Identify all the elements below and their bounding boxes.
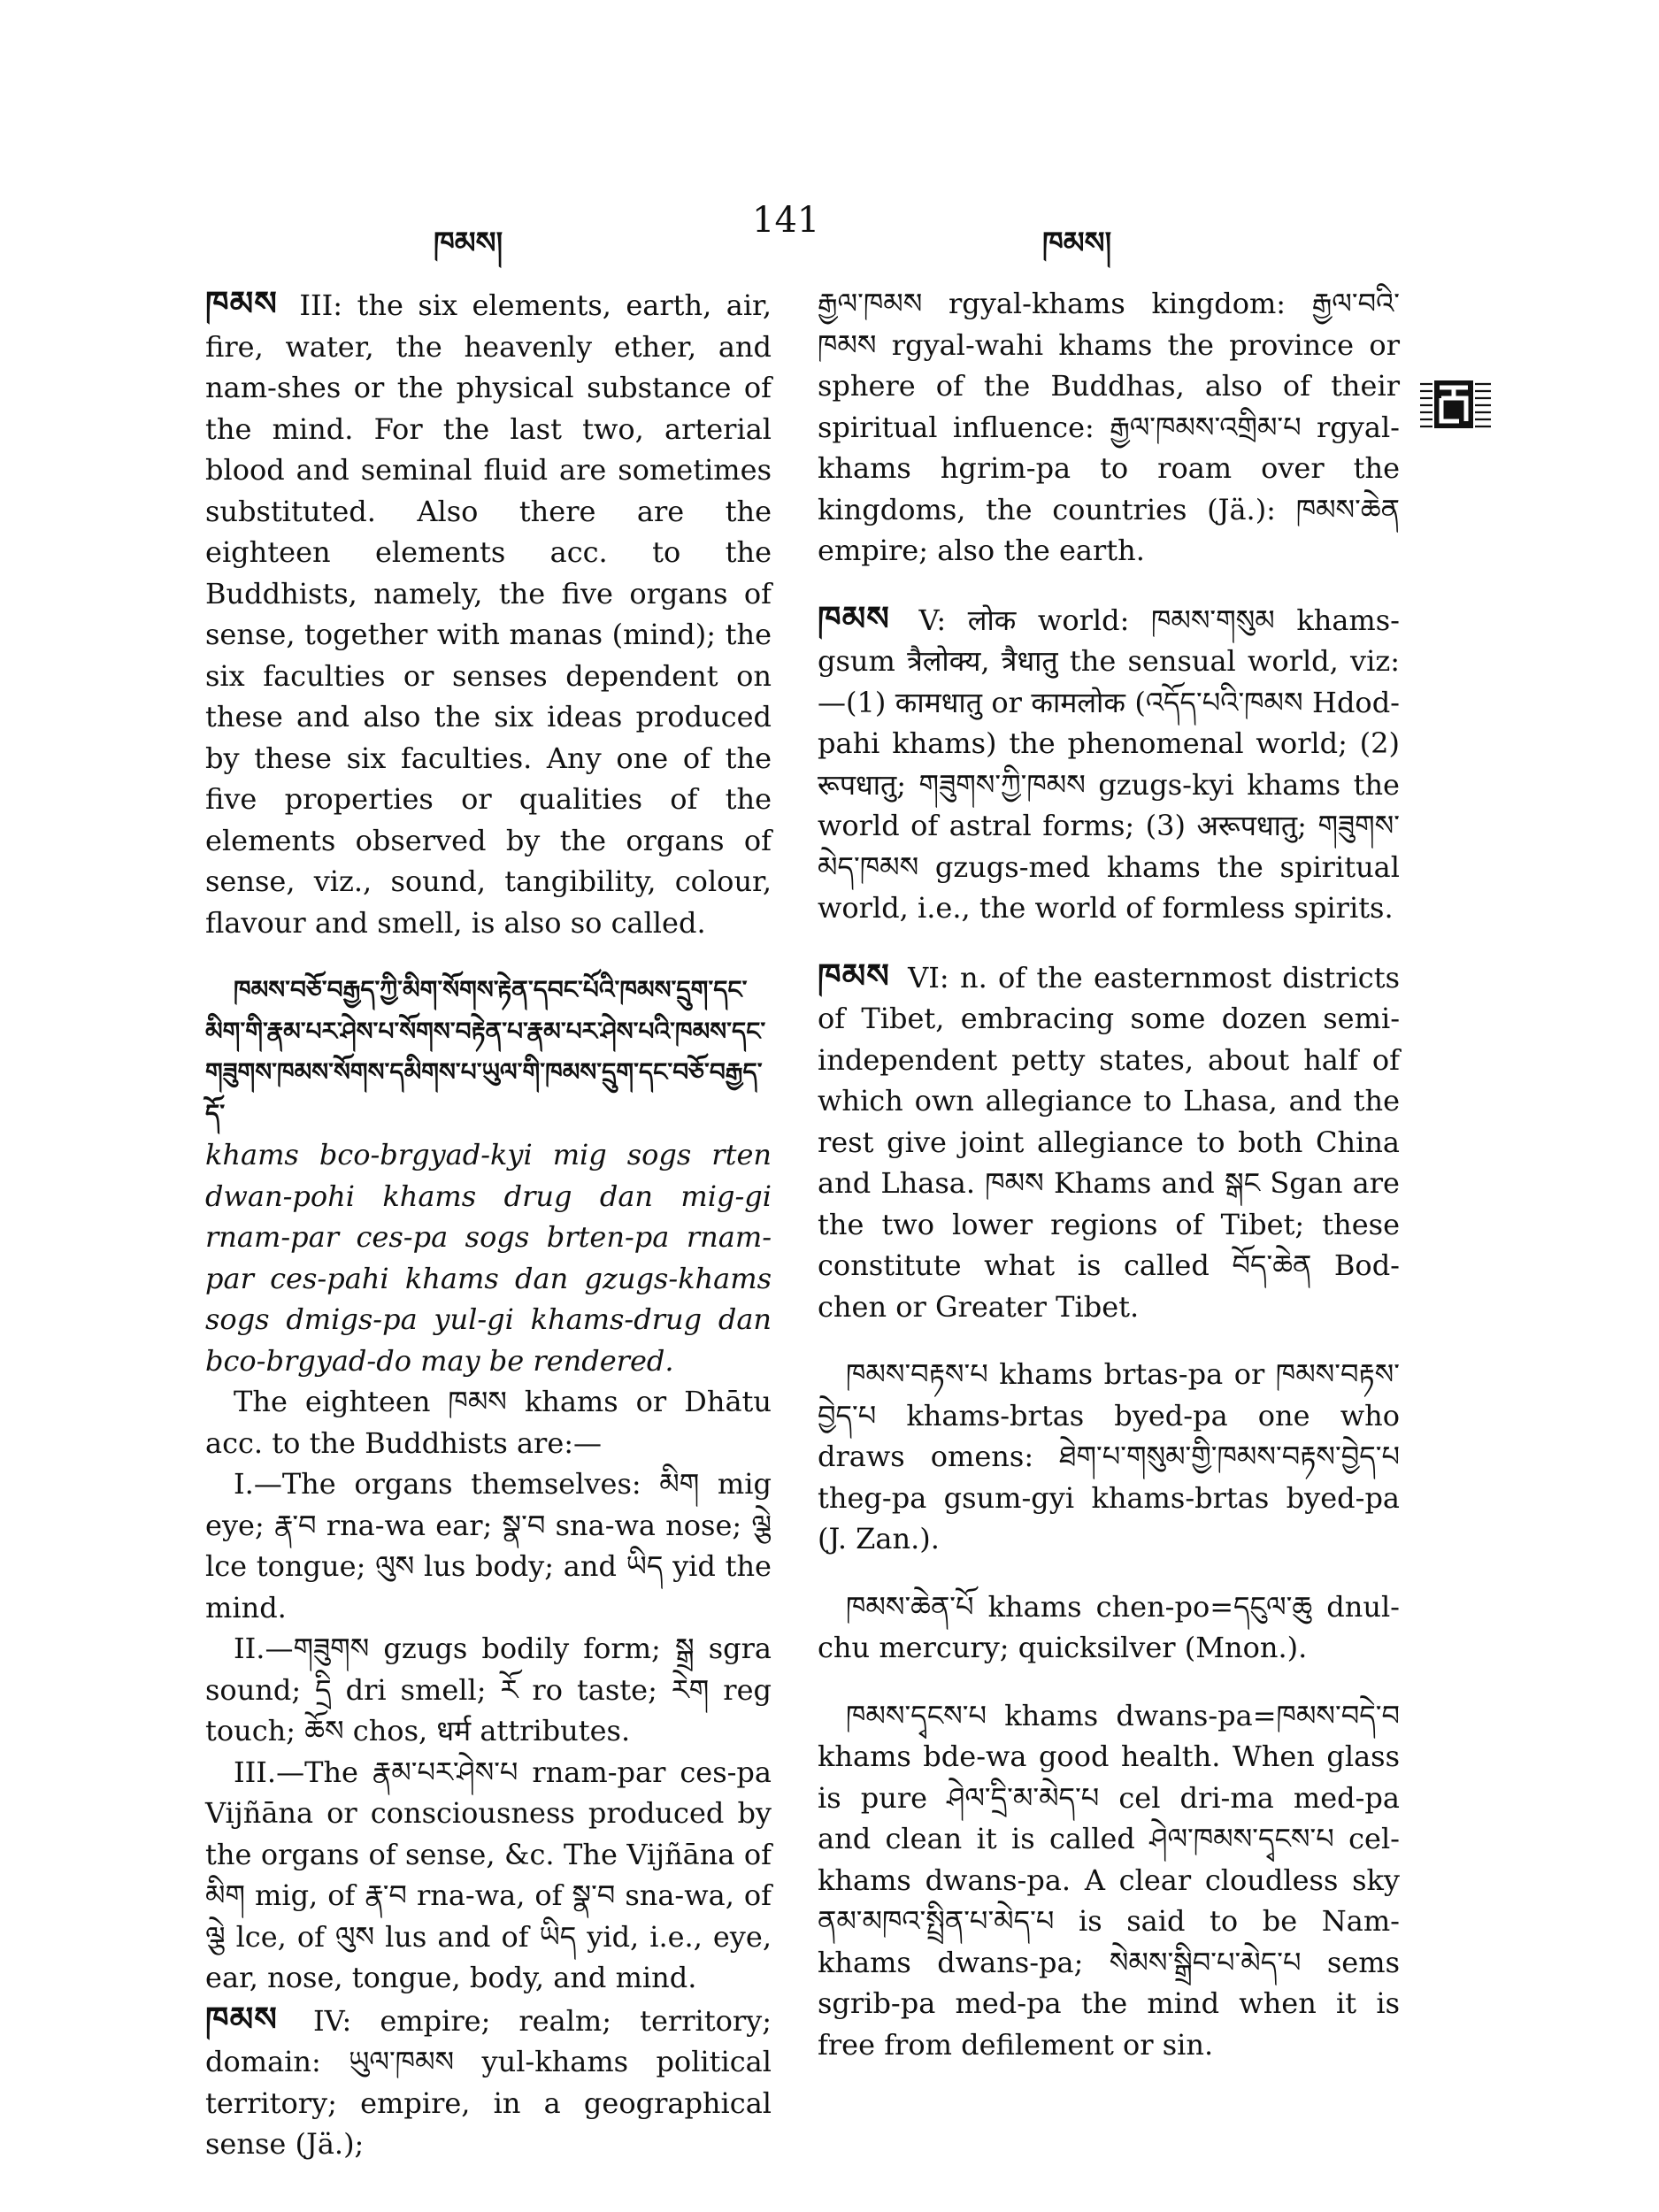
list-item-organs: I.—The organs themselves: མིག mig eye; རྣ་བ rna-wa ear; སྣ་བ sna-wa nose; ལྕེ lce tongue; ལུས lus body; and ཡིད yid the mind. [205, 1467, 772, 1624]
entry-text: VI: n. of the easternmost districts of Tibet, embracing some dozen semi-independent petty states, about half of which own allegiance to Lhasa, and the rest give joint allegiance to both China and Lhasa. ཁམས Khams and སྒང Sgan are the two lower regions of Tibet; these constitute what is called བོད་ཆེན Bod-chen or Greater Tibet. [818, 960, 1400, 1324]
page-number: 141 [752, 200, 820, 241]
entry-khams-iv [205, 1999, 772, 2165]
entry-khams-iv-continued: རྒྱལ་ཁམས rgyal-khams kingdom: རྒྱལ་བའི་ཁམས rgyal-wahi khams the province or sphere of the Buddhas, also of their spiritual influence: རྒྱལ་ཁམས་འགྲིམ་པ rgyal-khams hgrim-pa to roam over the kingdoms, the countries (Jä.): ཁམས་ཆེན empire; also the earth. [818, 287, 1400, 567]
transliteration: khams bco-brgyad-kyi mig sogs rten dwan-pohi khams drug dan mig-gi rnam-par ces-pa sogs brten-pa rnam-par ces-pahi khams dan gzugs-khams sogs dmigs-pa yul-gi khams-drug dan bco-brgyad-do may be rendered. [205, 1138, 772, 1378]
entry-text: IV: empire; realm; territory; domain: ཡུལ་ཁམས yul-khams political territory; empire, in a geographical sense (Jä.); [205, 2003, 772, 2161]
page-header [0, 200, 1659, 261]
entry-khams-dwangs: ཁམས་དྭངས་པ khams dwans-pa=ཁམས་བདེ་བ khams bde-wa good health. When glass is pure ཤེལ་དྲི་མ་མེད་པ cel dri-ma med-pa and clean it is called ཤེལ་ཁམས་དྭངས་པ cel-khams dwans-pa. A clear cloudless sky ནམ་མཁའ་སྤྲིན་པ་མེད་པ is said to be Nam-khams dwans-pa; སེམས་སྒྲིབ་པ་མེད་པ sems sgrib-pa med-pa the mind when it is free from defilement or sin. [818, 1698, 1400, 2062]
running-head-right: ཁམས། [1042, 226, 1112, 261]
tibetan-quote: ཁམས་བཅོ་བརྒྱད་ཀྱི་མིག་སོགས་རྟེན་དབང་པོའི་ཁམས་དྲུག་དང་མིག་གི་རྣམ་པར་ཤེས་པ་སོགས་བརྟེན་པ་རྣམ་པར་ཤེས་པའི་ཁམས་དང་གཟུགས་ཁམས་སོགས་དམིགས་པ་ཡུལ་གི་ཁམས་དྲུག་དང་བཅོ་བརྒྱད་དོ་ [205, 975, 766, 1128]
right-column [818, 283, 1400, 2065]
entry-khams-brtas: ཁམས་བརྟས་པ khams brtas-pa or ཁམས་བརྟས་བྱེད་པ khams-brtas byed-pa one who draws omens: ཐེག་པ་གསུམ་གྱི་ཁམས་བརྟས་བྱེད་པ theg-pa gsum-gyi khams-brtas byed-pa (J. Zan.). [818, 1357, 1400, 1555]
entry-khams-vi [818, 956, 1400, 1328]
headword: ཁམས [205, 1998, 278, 2039]
eighteen-intro: The eighteen ཁམས khams or Dhātu acc. to the Buddhists are:— [205, 1385, 772, 1460]
entry-text: III: the six elements, earth, air, fire, water, the heavenly ether, and nam-shes or the physical substance of the mind. For the last two, arterial blood and seminal fluid are sometimes substituted. Also there are the eighteen elements acc. to the Buddhists, namely, the five organs of sense, together with manas (mind); the six faculties or senses dependent on these and also the six ideas produced by these six faculties. Any one of the five properties or qualities of the elements observed by the organs of sense, viz., sound, tangibility, colour, flavour and smell, is also so called. [205, 288, 772, 940]
entry-khams-iii [205, 283, 772, 943]
entry-khams-v [818, 598, 1400, 929]
headword: ཁམས [818, 955, 890, 995]
tibetan-letter-kha-icon [1420, 379, 1491, 430]
entry-khams-chenpo: ཁམས་ཆེན་པོ khams chen-po=དངུལ་ཆུ dnul-chu mercury; quicksilver (Mnon.). [818, 1589, 1400, 1664]
left-column [205, 283, 772, 2165]
running-head-left: ཁམས། [434, 226, 503, 261]
list-item-objects: II.—གཟུགས gzugs bodily form; སྒྲ sgra sound; དྲི dri smell; རོ ro taste; རེག reg touch; ཆོས chos, धर्म attributes. [205, 1632, 772, 1747]
headword: ཁམས [818, 597, 890, 638]
headword: ཁམས [205, 283, 278, 323]
entry-text: V: लोक world: ཁམས་གསུམ khams-gsum त्रैलोक्य, त्रैधातु the sensual world, viz:—(1) कामधातु or कामलोक (འདོད་པའི་ཁམས Hdod-pahi khams) the phenomenal world; (2) रूपधातु; གཟུགས་ཀྱི་ཁམས gzugs-kyi khams the world of astral forms; (3) अरूपधातु; གཟུགས་མེད་ཁམས gzugs-med khams the spiritual world, i.e., the world of formless spirits. [818, 603, 1400, 925]
list-item-consciousness: III.—The རྣམ་པར་ཤེས་པ rnam-par ces-pa Vijñāna or consciousness produced by the organs of sense, &c. The Vijñāna of མིག mig, of རྣ་བ rna-wa, of སྣ་བ sna-wa, of ལྕེ lce, of ལུས lus and of ཡིད yid, i.e., eye, ear, nose, tongue, body, and mind. [205, 1755, 772, 1994]
